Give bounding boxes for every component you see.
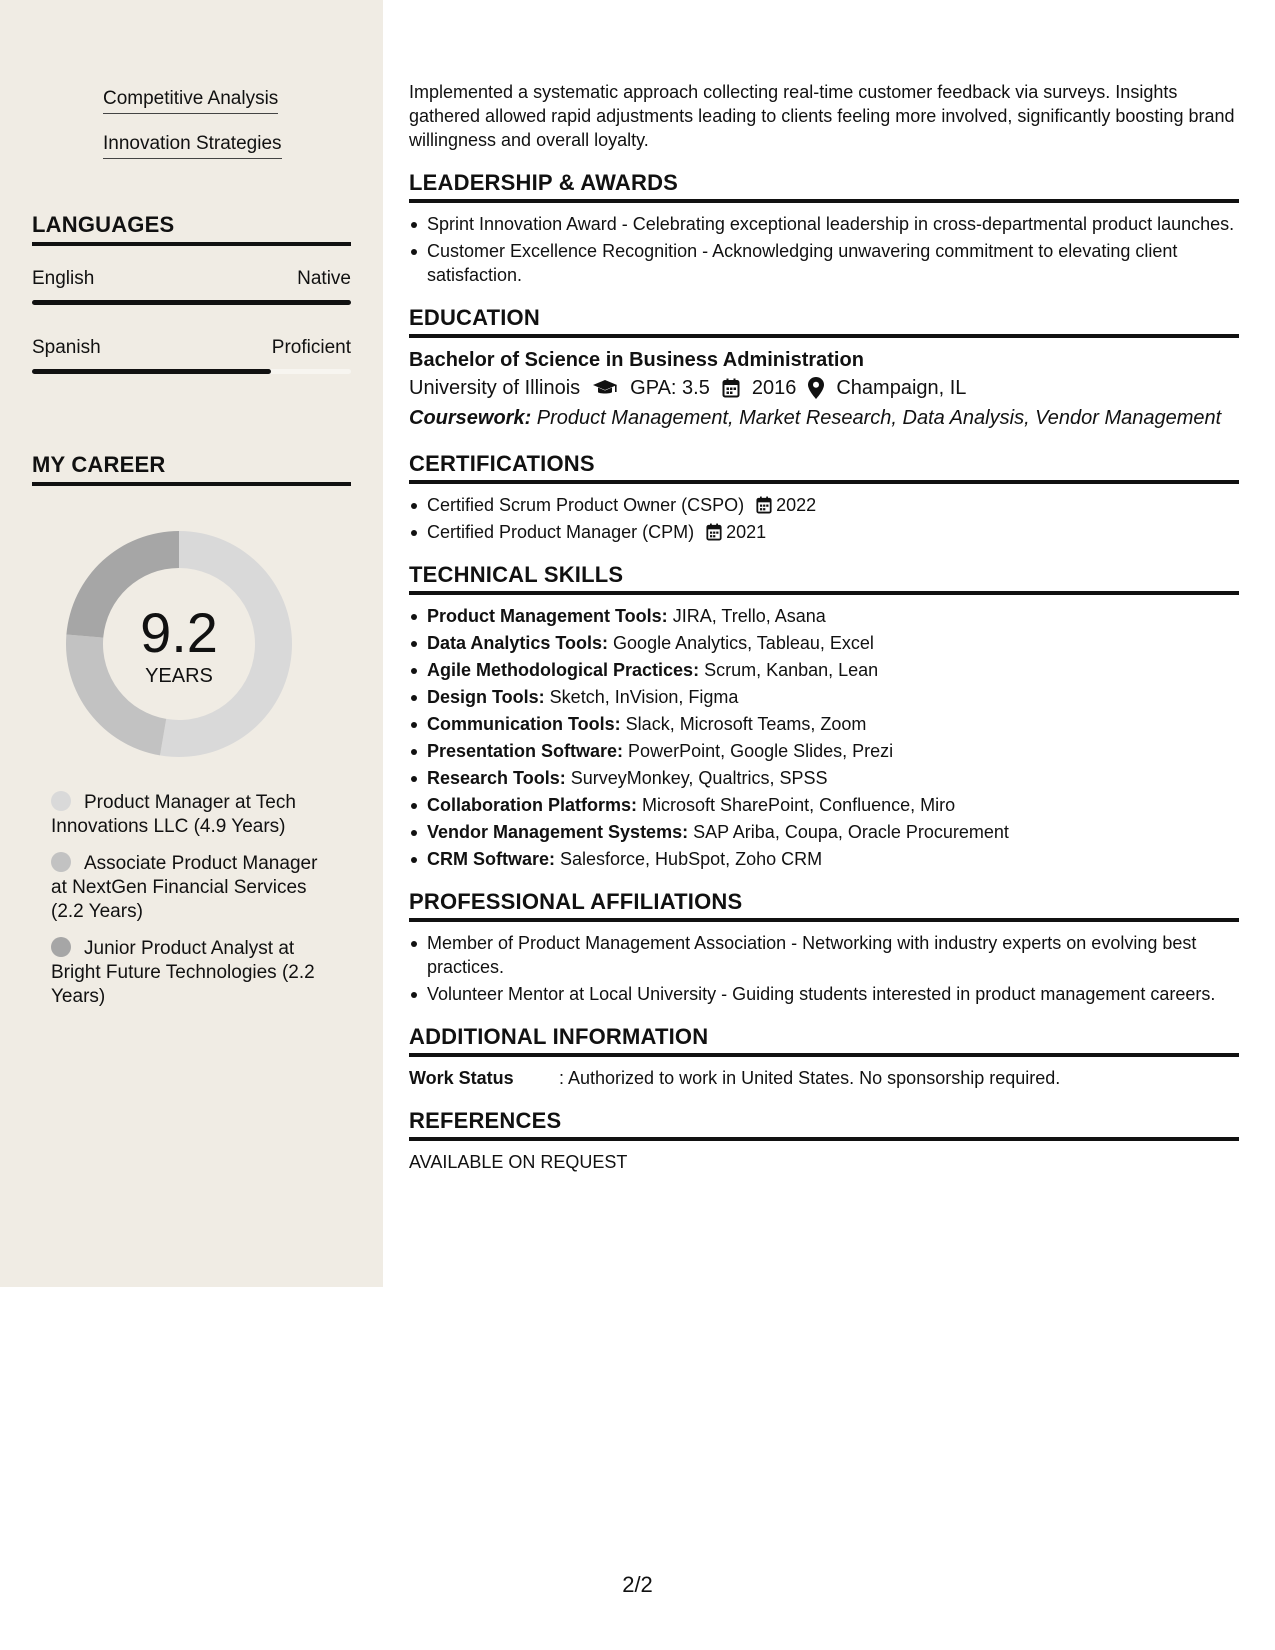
language-bar xyxy=(32,369,351,374)
career-legend-item xyxy=(51,791,331,839)
list-item: Customer Excellence Recognition - Acknowledging unwavering commitment to elevating client satisfaction. xyxy=(409,239,1239,287)
certification-name: Certified Scrum Product Owner (CSPO) xyxy=(427,495,745,515)
calendar-icon xyxy=(706,523,722,541)
skill-category: Research Tools: xyxy=(427,768,566,788)
list-item xyxy=(409,493,1239,517)
list-item xyxy=(409,820,1239,844)
skill-category: Data Analytics Tools: xyxy=(427,633,609,653)
career-total-unit: YEARS xyxy=(145,665,213,687)
education-heading: EDUCATION xyxy=(409,305,1239,338)
calendar-icon xyxy=(722,378,740,398)
graduation-cap-icon xyxy=(592,379,618,397)
legend-dot xyxy=(51,791,71,811)
career-label: Product Manager at Tech Innovations LLC (4.9 Years) xyxy=(51,792,296,837)
language-bar xyxy=(32,300,351,305)
language-bar-fill xyxy=(32,369,271,374)
skill-category: Agile Methodological Practices: xyxy=(427,660,700,680)
work-status-value: : Authorized to work in United States. No sponsorship required. xyxy=(559,1068,1061,1088)
list-item xyxy=(409,793,1239,817)
list-item xyxy=(409,631,1239,655)
skill-category: Product Management Tools: xyxy=(427,606,668,626)
language-row xyxy=(32,268,351,290)
main-content xyxy=(409,80,1239,1174)
skill-values: Scrum, Kanban, Lean xyxy=(699,660,879,680)
sidebar xyxy=(0,0,383,1287)
certification-year: 2021 xyxy=(726,522,767,542)
skill-values: Microsoft SharePoint, Confluence, Miro xyxy=(637,795,956,815)
legend-dot xyxy=(51,937,71,957)
affiliations-list xyxy=(409,931,1239,1006)
career-legend-item xyxy=(51,937,331,1009)
map-pin-icon xyxy=(808,377,824,399)
career-label: Associate Product Manager at NextGen Financial Services (2.2 Years) xyxy=(51,853,318,922)
skill-values: Slack, Microsoft Teams, Zoom xyxy=(620,714,867,734)
list-item xyxy=(409,658,1239,682)
additional-info-heading: ADDITIONAL INFORMATION xyxy=(409,1024,1239,1057)
skill-values: Sketch, InVision, Figma xyxy=(544,687,739,707)
list-item xyxy=(409,520,1239,544)
list-item xyxy=(409,766,1239,790)
certifications-heading: CERTIFICATIONS xyxy=(409,451,1239,484)
career-total-years: 9.2 xyxy=(140,601,218,664)
language-name: English xyxy=(32,268,95,289)
calendar-icon xyxy=(756,496,772,514)
career-legend-item xyxy=(51,852,331,924)
technical-skills-list xyxy=(409,604,1239,871)
leadership-heading: LEADERSHIP & AWARDS xyxy=(409,170,1239,203)
list-item xyxy=(409,712,1239,736)
language-level: Native xyxy=(297,268,351,289)
language-row xyxy=(32,337,351,359)
skill-category: Collaboration Platforms: xyxy=(427,795,638,815)
skill-category: Communication Tools: xyxy=(427,714,621,734)
language-bar-fill xyxy=(32,300,351,305)
education-year: 2016 xyxy=(751,377,797,399)
references-heading: REFERENCES xyxy=(409,1108,1239,1141)
certifications-list xyxy=(409,493,1239,544)
legend-dot xyxy=(51,852,71,872)
career-legend xyxy=(51,791,331,1022)
skill-category: Design Tools: xyxy=(427,687,545,707)
skill-category: CRM Software: xyxy=(427,849,556,869)
skill-category: Vendor Management Systems: xyxy=(427,822,689,842)
skill-values: PowerPoint, Google Slides, Prezi xyxy=(623,741,894,761)
work-status-row xyxy=(409,1066,1239,1090)
coursework-value: Product Management, Market Research, Data Analysis, Vendor Management xyxy=(531,407,1222,429)
skill-values: JIRA, Trello, Asana xyxy=(667,606,826,626)
references-text: AVAILABLE ON REQUEST xyxy=(409,1152,628,1172)
skill-category: Presentation Software: xyxy=(427,741,624,761)
list-item: Member of Product Management Association - Networking with industry experts on evolving best practices. xyxy=(409,931,1239,979)
education-coursework xyxy=(409,403,1239,433)
education-location: Champaign, IL xyxy=(836,377,967,399)
education-details xyxy=(409,373,1239,403)
skill-values: SurveyMonkey, Qualtrics, SPSS xyxy=(565,768,828,788)
leadership-list xyxy=(409,212,1239,287)
education-school: University of Illinois xyxy=(409,377,581,399)
certification-name: Certified Product Manager (CPM) xyxy=(427,522,695,542)
skill-values: Google Analytics, Tableau, Excel xyxy=(608,633,874,653)
skill-tag: Competitive Analysis xyxy=(103,88,278,114)
list-item: Sprint Innovation Award - Celebrating exceptional leadership in cross-departmental product launches. xyxy=(409,212,1239,236)
affiliations-heading: PROFESSIONAL AFFILIATIONS xyxy=(409,889,1239,922)
education-gpa: GPA: 3.5 xyxy=(630,377,710,399)
technical-skills-heading: TECHNICAL SKILLS xyxy=(409,562,1239,595)
list-item xyxy=(409,847,1239,871)
list-item xyxy=(409,604,1239,628)
skill-values: SAP Ariba, Coupa, Oracle Procurement xyxy=(688,822,1009,842)
language-name: Spanish xyxy=(32,337,101,358)
list-item xyxy=(409,739,1239,763)
experience-description: Implemented a systematic approach collecting real-time customer feedback via surveys. Insights gathered allowed rapid adjustments leading to clients feeling more involved, significantly boosting brand willingness and overall loyalty. xyxy=(409,82,1235,150)
certification-year: 2022 xyxy=(776,495,817,515)
education-degree: Bachelor of Science in Business Administration xyxy=(409,349,864,371)
page-number: 2/2 xyxy=(622,1572,653,1597)
work-status-label: Work Status xyxy=(409,1068,514,1088)
skill-tag: Innovation Strategies xyxy=(103,133,282,159)
list-item: Volunteer Mentor at Local University - Guiding students interested in product management careers. xyxy=(409,982,1239,1006)
languages-heading: LANGUAGES xyxy=(32,212,351,246)
career-heading: MY CAREER xyxy=(32,452,351,486)
list-item xyxy=(409,685,1239,709)
career-label: Junior Product Analyst at Bright Future Technologies (2.2 Years) xyxy=(51,938,315,1007)
language-level: Proficient xyxy=(271,337,351,358)
skill-values: Salesforce, HubSpot, Zoho CRM xyxy=(555,849,823,869)
coursework-label: Coursework: xyxy=(409,407,532,429)
